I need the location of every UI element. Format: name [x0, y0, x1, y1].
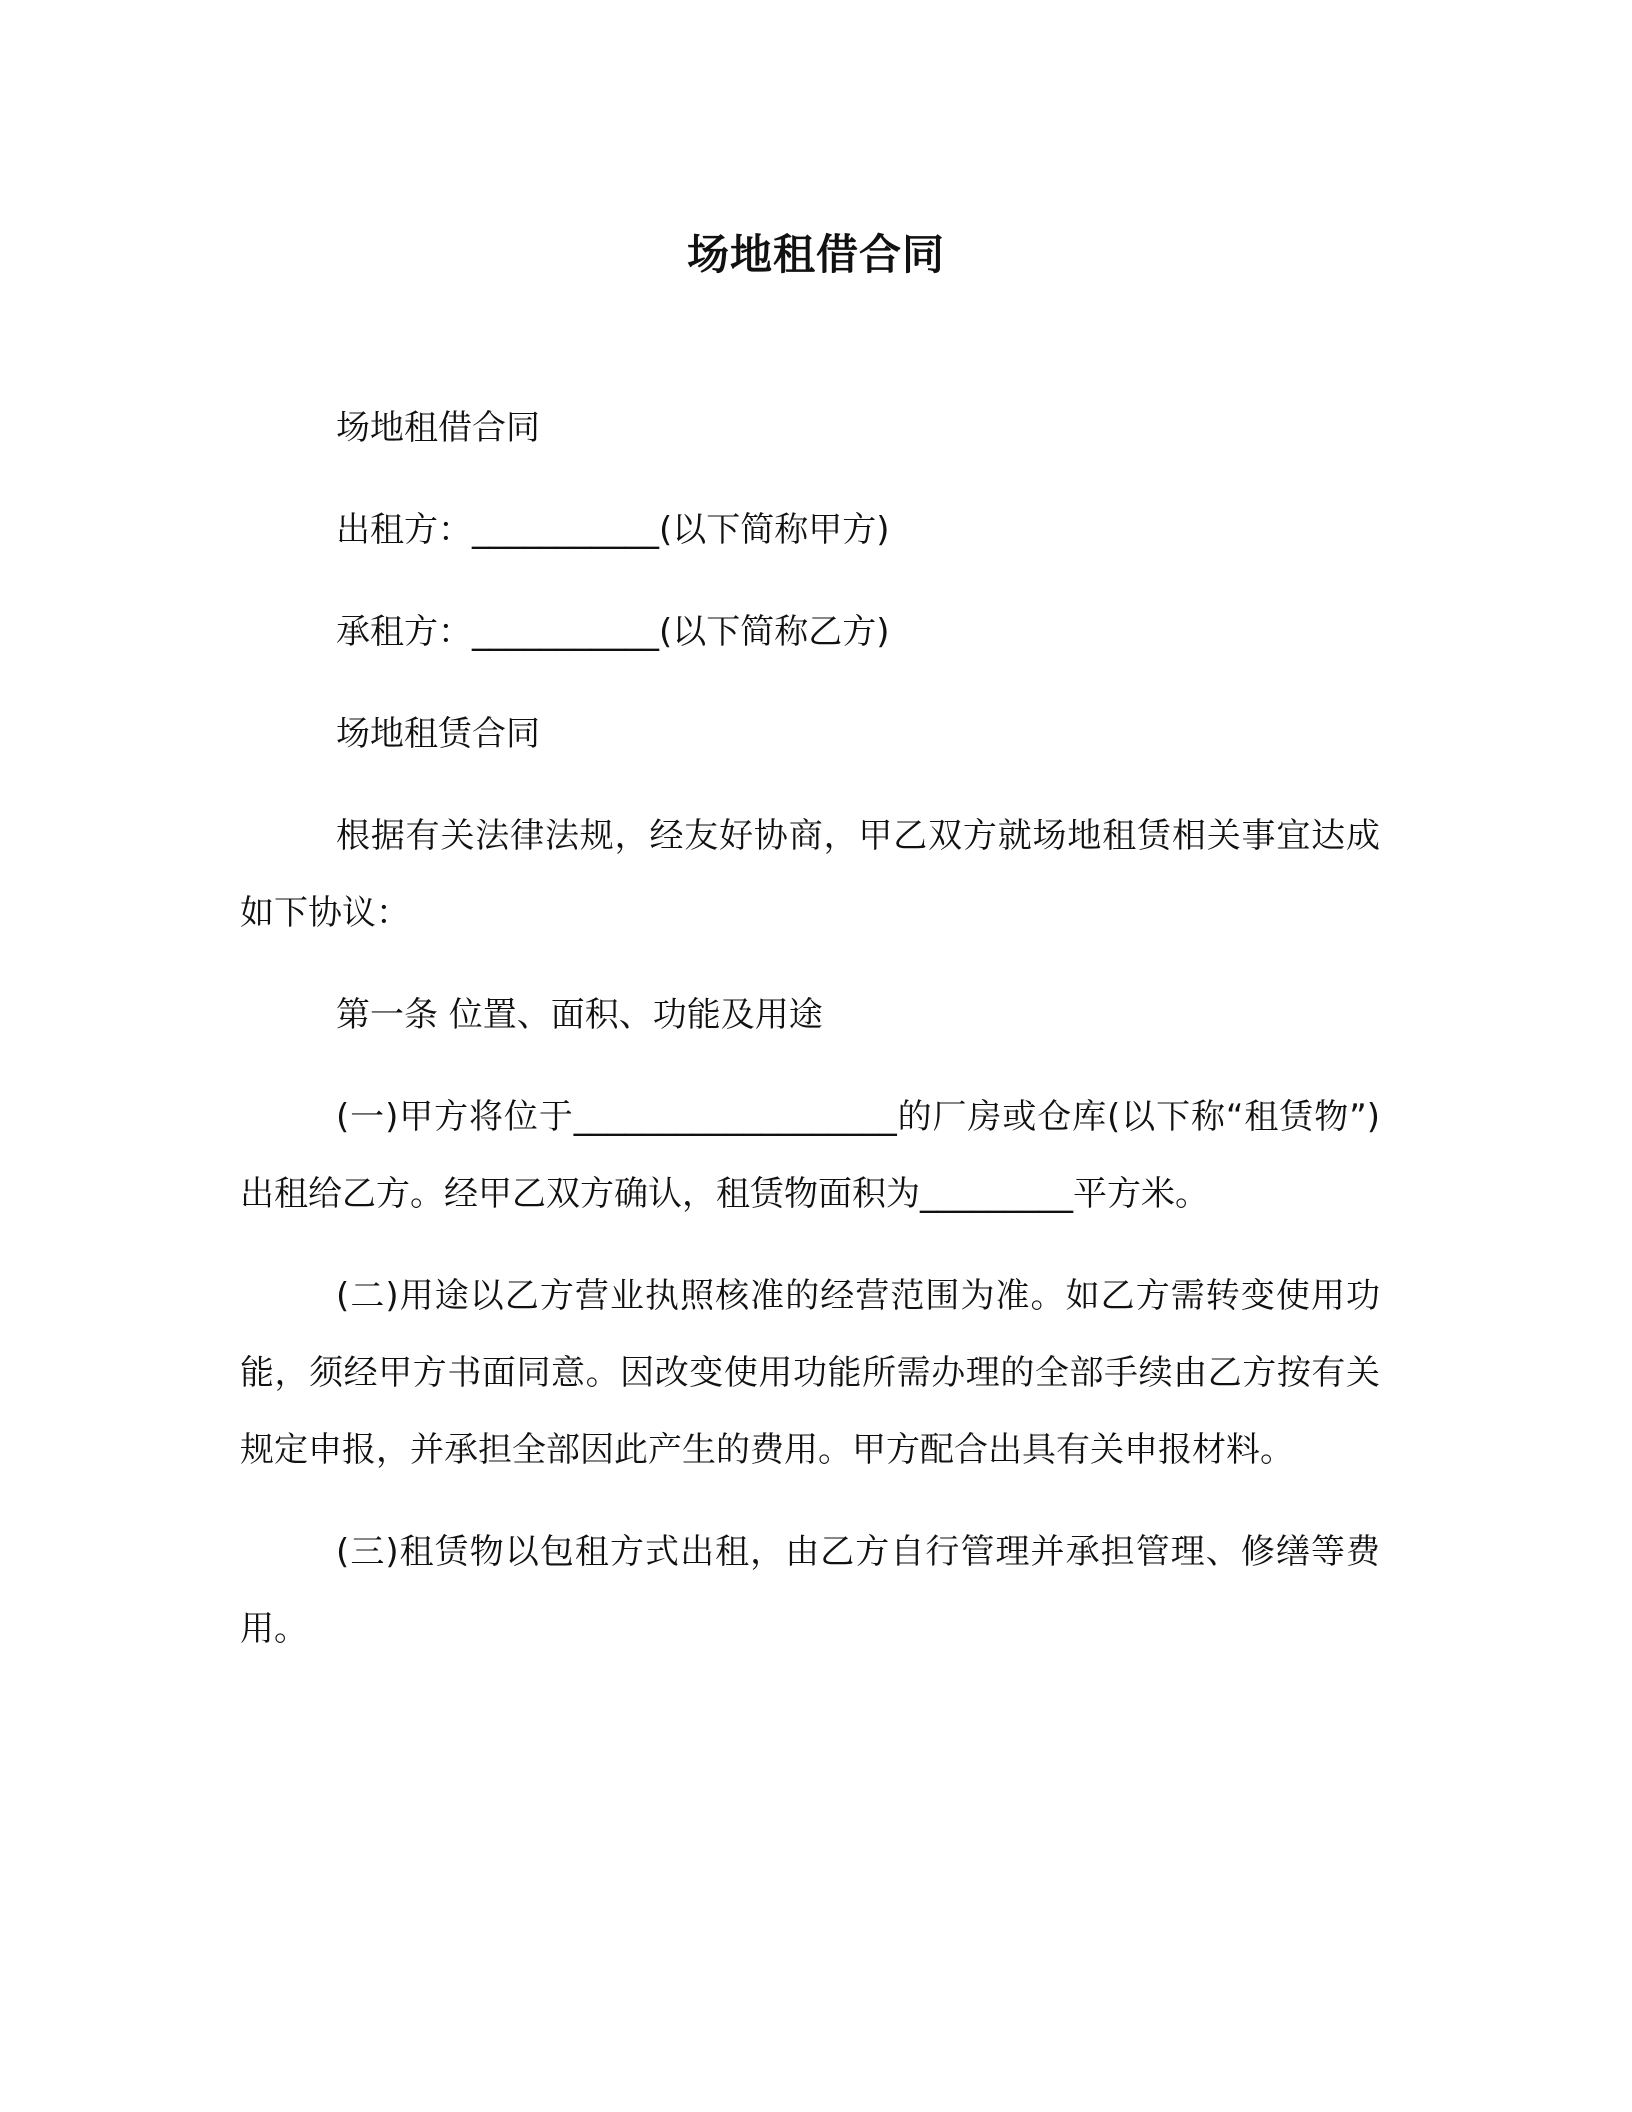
paragraph-clause-2: (二)用途以乙方营业执照核准的经营范围为准。如乙方需转变使用功能，须经甲方书面同意。因改变使用功能所需办理的全部手续由乙方按有关规定申报，并承担全部因此产生的费用。甲方配合出具有关申报材料。: [240, 1276, 1380, 1470]
paragraph-clause-1: (一)甲方将位于___________________的厂房或仓库(以下称“租赁物”)出租给乙方。经甲乙双方确认，租赁物面积为_________平方米。: [240, 1097, 1380, 1214]
paragraph-lessee: 承租方：___________(以下简称乙方): [336, 612, 890, 652]
document-body: [240, 390, 1380, 1693]
paragraph-preamble: 根据有关法律法规，经友好协商，甲乙双方就场地租赁相关事宜达成如下协议：: [240, 816, 1380, 933]
paragraph-article-1-heading: 第一条 位置、面积、功能及用途: [336, 995, 823, 1035]
paragraph-contract-name: 场地租赁合同: [336, 714, 540, 754]
document-title: 场地租借合同: [686, 230, 945, 279]
paragraph-clause-3: (三)租赁物以包租方式出租，由乙方自行管理并承担管理、修缮等费用。: [240, 1532, 1380, 1649]
paragraph-subtitle: 场地租借合同: [336, 408, 540, 448]
paragraph-lessor: 出租方：___________(以下简称甲方): [336, 510, 890, 550]
